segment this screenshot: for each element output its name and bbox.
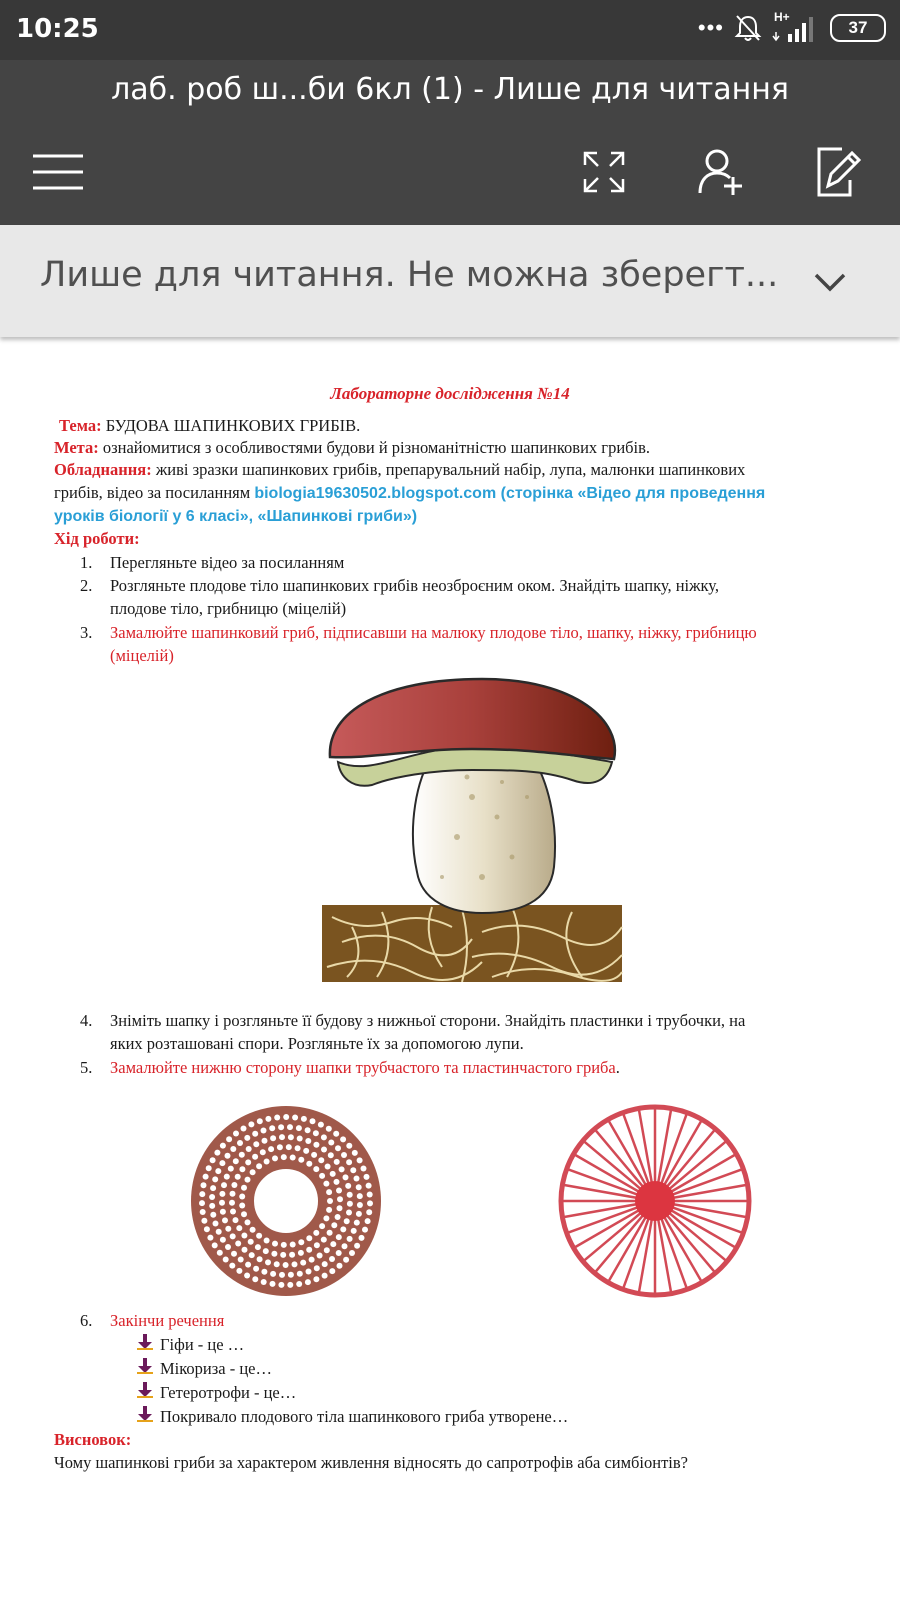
tube-pore bbox=[347, 1236, 353, 1242]
tubular-cap-illustration bbox=[186, 1101, 386, 1301]
tube-pore bbox=[314, 1242, 320, 1248]
tube-pore bbox=[262, 1138, 268, 1144]
tube-pore bbox=[230, 1209, 236, 1215]
tube-pore bbox=[235, 1174, 241, 1180]
expand-icon bbox=[581, 149, 627, 195]
tube-pore bbox=[239, 1152, 245, 1158]
tube-pore bbox=[252, 1154, 258, 1160]
tube-pore bbox=[261, 1279, 267, 1285]
lab-heading: Лабораторне дослідження №14 bbox=[330, 384, 570, 403]
tube-pore bbox=[283, 1114, 289, 1120]
tube-pore bbox=[229, 1200, 235, 1206]
tube-pore bbox=[305, 1279, 311, 1285]
tube-pore bbox=[274, 1115, 280, 1121]
tube-pore bbox=[201, 1218, 207, 1224]
mushroom-illustration bbox=[322, 677, 632, 982]
tube-pore bbox=[281, 1242, 287, 1248]
tube-pore bbox=[219, 1191, 225, 1197]
tube-pore bbox=[357, 1193, 363, 1199]
tube-pore bbox=[367, 1192, 373, 1198]
tube-pore bbox=[200, 1209, 206, 1215]
tube-pore bbox=[289, 1252, 295, 1258]
tube-pore bbox=[336, 1188, 342, 1194]
tube-pore bbox=[238, 1257, 244, 1263]
tube-pore bbox=[279, 1272, 285, 1278]
tube-pore bbox=[325, 1164, 331, 1170]
tube-pore bbox=[286, 1144, 292, 1150]
tube-pore bbox=[331, 1222, 337, 1228]
tube-pore bbox=[248, 1239, 254, 1245]
tube-pore bbox=[204, 1226, 210, 1232]
step-text: Замалюйте шапинковий гриб, підписавши на малюку плодове тіло, шапку, ніжку, грибницю bbox=[110, 623, 757, 642]
tube-pore bbox=[212, 1176, 218, 1182]
tube-pore bbox=[354, 1243, 360, 1249]
tube-pore bbox=[219, 1160, 225, 1166]
tube-pore bbox=[298, 1239, 304, 1245]
tube-pore bbox=[327, 1198, 333, 1204]
tube-pore bbox=[292, 1261, 298, 1267]
tube-pore bbox=[313, 1142, 319, 1148]
tube-pore bbox=[343, 1257, 349, 1263]
tube-pore bbox=[322, 1261, 328, 1267]
tube-pore bbox=[229, 1263, 235, 1269]
tube-pore bbox=[220, 1237, 226, 1243]
tube-pore bbox=[359, 1235, 365, 1241]
tube-pore bbox=[242, 1247, 248, 1253]
status-icons bbox=[698, 12, 886, 44]
tube-pore bbox=[288, 1134, 294, 1140]
tube-pore bbox=[220, 1209, 226, 1215]
tube-pore bbox=[313, 1276, 319, 1282]
signal-icon bbox=[772, 12, 820, 44]
tube-pore bbox=[313, 1130, 319, 1136]
tube-pore bbox=[230, 1233, 236, 1239]
tube-pore bbox=[224, 1174, 230, 1180]
tube-pore bbox=[342, 1243, 348, 1249]
tube-pore bbox=[356, 1184, 362, 1190]
tube-pore bbox=[318, 1157, 324, 1163]
equipment-line-2 bbox=[54, 481, 765, 506]
edit-document-icon bbox=[814, 146, 862, 198]
tube-pore bbox=[334, 1179, 340, 1185]
tube-pore bbox=[253, 1141, 259, 1147]
tube-pore bbox=[246, 1146, 252, 1152]
tube-pore bbox=[367, 1200, 373, 1206]
video-link-continued[interactable]: уроків біології у 6 класі», «Шапинкові гриби») bbox=[54, 508, 418, 525]
more-dots-icon: ••• bbox=[697, 15, 724, 40]
app-bar bbox=[0, 60, 900, 225]
tube-pore bbox=[270, 1135, 276, 1141]
tube-pore bbox=[203, 1174, 209, 1180]
tube-pore bbox=[357, 1157, 363, 1163]
tube-pore bbox=[237, 1140, 243, 1146]
tube-pore bbox=[309, 1257, 315, 1263]
tube-pore bbox=[306, 1269, 312, 1275]
tube-pore bbox=[255, 1244, 261, 1250]
tube-pore bbox=[245, 1159, 251, 1165]
tube-pore bbox=[225, 1153, 231, 1159]
tube-pore bbox=[206, 1165, 212, 1171]
tube-pore bbox=[210, 1157, 216, 1163]
tube-pore bbox=[313, 1166, 319, 1172]
tube-pore bbox=[303, 1148, 309, 1154]
tube-pore bbox=[270, 1271, 276, 1277]
tube-pore bbox=[239, 1203, 245, 1209]
tube-pore bbox=[287, 1124, 293, 1130]
tube-pore bbox=[257, 1256, 263, 1262]
tube-pore bbox=[311, 1152, 317, 1158]
tube-pore bbox=[252, 1131, 258, 1137]
tube-pore bbox=[264, 1159, 270, 1165]
tube-pore bbox=[212, 1242, 218, 1248]
tube-pore bbox=[306, 1161, 312, 1167]
tube-pore bbox=[347, 1192, 353, 1198]
tube-pore bbox=[313, 1230, 319, 1236]
tube-pore bbox=[199, 1191, 205, 1197]
document-page bbox=[0, 340, 900, 1600]
battery-level: 37 bbox=[848, 18, 868, 37]
tube-pore bbox=[322, 1273, 328, 1279]
tube-pore bbox=[365, 1218, 371, 1224]
goal-line bbox=[54, 436, 650, 460]
arrow-bullet-icon bbox=[136, 1333, 154, 1351]
tube-pore bbox=[366, 1209, 372, 1215]
tube-pore bbox=[321, 1237, 327, 1243]
tube-pore bbox=[336, 1234, 342, 1240]
tube-pore bbox=[263, 1248, 269, 1254]
tube-pore bbox=[233, 1217, 239, 1223]
tube-pore bbox=[245, 1177, 251, 1183]
tube-pore bbox=[236, 1268, 242, 1274]
tube-pore bbox=[336, 1250, 342, 1256]
tube-pore bbox=[278, 1124, 284, 1130]
fullscreen-button[interactable] bbox=[574, 142, 634, 202]
tube-pore bbox=[260, 1149, 266, 1155]
tube-pore bbox=[354, 1176, 360, 1182]
step-number: 6. bbox=[80, 1311, 93, 1330]
tube-pore bbox=[214, 1150, 220, 1156]
banner-text: Лише для читання. Не можна зберегт... bbox=[40, 255, 779, 295]
read-only-banner[interactable] bbox=[0, 225, 900, 337]
tube-pore bbox=[300, 1260, 306, 1266]
status-bar bbox=[0, 0, 900, 60]
tube-pore bbox=[323, 1181, 329, 1187]
tube-pore bbox=[319, 1223, 325, 1229]
tube-pore bbox=[256, 1163, 262, 1169]
tube-pore bbox=[244, 1135, 250, 1141]
tube-pore bbox=[217, 1250, 223, 1256]
tube-pore bbox=[326, 1126, 332, 1132]
tube-pore bbox=[357, 1202, 363, 1208]
tube-pore bbox=[341, 1152, 347, 1158]
procedure-label: Хід роботи: bbox=[54, 529, 140, 548]
tube-pore bbox=[288, 1272, 294, 1278]
step-number: 5. bbox=[80, 1058, 93, 1077]
tube-pore bbox=[230, 1146, 236, 1152]
topic-label: Тема: bbox=[59, 416, 102, 435]
step-text: Закінчи речення bbox=[110, 1311, 225, 1330]
tube-pore bbox=[209, 1203, 215, 1209]
arrow-bullet-icon bbox=[136, 1405, 154, 1423]
tube-pore bbox=[351, 1228, 357, 1234]
tube-pore bbox=[326, 1189, 332, 1195]
step-text: Зніміть шапку і розгляньте її будову з нижньої сторони. Знайдіть пластинки і трубочки, на bbox=[110, 1011, 746, 1030]
tube-pore bbox=[233, 1131, 239, 1137]
tube-pore bbox=[231, 1251, 237, 1257]
video-link[interactable]: biologia19630502.blogspot.com (сторінка «Відео для проведення bbox=[254, 485, 766, 502]
tube-pore bbox=[366, 1183, 372, 1189]
hamburger-icon bbox=[31, 152, 85, 192]
tube-pore bbox=[335, 1145, 341, 1151]
bell-muted-icon bbox=[734, 13, 762, 43]
tube-pore bbox=[235, 1241, 241, 1247]
battery-icon bbox=[830, 14, 886, 42]
tube-pore bbox=[281, 1154, 287, 1160]
tube-pore bbox=[252, 1276, 258, 1282]
tube-pore bbox=[297, 1271, 303, 1277]
step-text: Розгляньте плодове тіло шапинкових грибів неозброєним оком. Знайдіть шапку, ніжку, bbox=[110, 576, 720, 595]
conclusion-label: Висновок: bbox=[54, 1430, 132, 1449]
tube-pore bbox=[222, 1217, 228, 1223]
tube-pore bbox=[221, 1182, 227, 1188]
tube-pore bbox=[301, 1116, 307, 1122]
step-text: Перегляньте відео за посиланням bbox=[110, 553, 345, 572]
tube-pore bbox=[314, 1265, 320, 1271]
tube-pore bbox=[330, 1171, 336, 1177]
tube-pore bbox=[226, 1136, 232, 1142]
edit-button[interactable] bbox=[808, 142, 868, 202]
tube-pore bbox=[209, 1194, 215, 1200]
tube-pore bbox=[280, 1252, 286, 1258]
tube-pore bbox=[257, 1118, 263, 1124]
equipment-line bbox=[54, 458, 745, 482]
tube-pore bbox=[295, 1145, 301, 1151]
share-button[interactable] bbox=[692, 142, 752, 202]
tube-pore bbox=[317, 1253, 323, 1259]
tube-pore bbox=[343, 1174, 349, 1180]
sentence-item: Гіфи - це … bbox=[160, 1335, 245, 1354]
tube-pore bbox=[230, 1191, 236, 1197]
tube-pore bbox=[231, 1182, 237, 1188]
tube-pore bbox=[290, 1155, 296, 1161]
tube-pore bbox=[272, 1241, 278, 1247]
tube-pore bbox=[241, 1126, 247, 1132]
tube-pore bbox=[245, 1219, 251, 1225]
tube-pore bbox=[306, 1247, 312, 1253]
tube-pore bbox=[265, 1259, 271, 1265]
tube-pore bbox=[326, 1207, 332, 1213]
tube-pore bbox=[268, 1146, 274, 1152]
tube-pore bbox=[296, 1125, 302, 1131]
tube-pore bbox=[349, 1250, 355, 1256]
step-text-continued: плодове тіло, грибницю (міцелій) bbox=[110, 599, 347, 618]
tube-pore bbox=[270, 1281, 276, 1287]
tube-pore bbox=[305, 1138, 311, 1144]
tube-pore bbox=[236, 1225, 242, 1231]
tube-pore bbox=[346, 1159, 352, 1165]
tube-pore bbox=[279, 1134, 285, 1140]
tube-pore bbox=[213, 1221, 219, 1227]
tube-pore bbox=[245, 1262, 251, 1268]
tube-pore bbox=[346, 1143, 352, 1149]
menu-button[interactable] bbox=[28, 142, 88, 202]
tube-pore bbox=[261, 1269, 267, 1275]
tube-pore bbox=[319, 1173, 325, 1179]
tube-pore bbox=[241, 1233, 247, 1239]
step-text-continued: (міцелій) bbox=[110, 646, 174, 665]
tube-pore bbox=[250, 1227, 256, 1233]
tube-pore bbox=[321, 1134, 327, 1140]
gilled-cap-illustration bbox=[555, 1101, 755, 1301]
tube-pore bbox=[271, 1251, 277, 1257]
equipment-label: Обладнання: bbox=[54, 460, 152, 479]
tube-pore bbox=[330, 1241, 336, 1247]
tube-pore bbox=[356, 1211, 362, 1217]
sentence-item: Мікориза - це… bbox=[160, 1359, 273, 1378]
tube-pore bbox=[310, 1118, 316, 1124]
tube-pore bbox=[324, 1247, 330, 1253]
step-period: . bbox=[615, 1058, 620, 1077]
tube-pore bbox=[292, 1115, 298, 1121]
tube-pore bbox=[361, 1166, 367, 1172]
tube-pore bbox=[250, 1169, 256, 1175]
tube-pore bbox=[328, 1140, 334, 1146]
tube-pore bbox=[256, 1233, 262, 1239]
tube-pore bbox=[287, 1282, 293, 1288]
tube-pore bbox=[248, 1121, 254, 1127]
tube-pore bbox=[306, 1235, 312, 1241]
tube-pore bbox=[215, 1168, 221, 1174]
tube-pore bbox=[333, 1131, 339, 1137]
tube-pore bbox=[328, 1152, 334, 1158]
arrow-bullet-icon bbox=[136, 1381, 154, 1399]
tube-pore bbox=[223, 1257, 229, 1263]
step-number: 2. bbox=[80, 576, 93, 595]
tube-pore bbox=[244, 1273, 250, 1279]
tube-pore bbox=[225, 1244, 231, 1250]
tube-pore bbox=[337, 1196, 343, 1202]
topic-line bbox=[59, 414, 360, 438]
tube-pore bbox=[272, 1155, 278, 1161]
conclusion-question: Чому шапинкові гриби за характером живлення відносять до сапротрофів аба симбіонтів? bbox=[54, 1453, 689, 1472]
tube-pore bbox=[362, 1227, 368, 1233]
tube-pore bbox=[354, 1220, 360, 1226]
tube-pore bbox=[329, 1268, 335, 1274]
tube-pore bbox=[216, 1229, 222, 1235]
equipment-text-2: грибів, відео за посиланням bbox=[54, 483, 251, 502]
tube-pore bbox=[340, 1226, 346, 1232]
document-title: лаб. роб ш...би 6кл (1) - Лише для читання bbox=[111, 72, 789, 107]
status-time: 10:25 bbox=[16, 14, 99, 44]
tube-pore bbox=[290, 1242, 296, 1248]
chevron-down-icon[interactable] bbox=[808, 259, 852, 303]
tube-pore bbox=[346, 1210, 352, 1216]
tube-pore bbox=[283, 1262, 289, 1268]
tube-pore bbox=[269, 1125, 275, 1131]
tube-pore bbox=[210, 1185, 216, 1191]
tube-pore bbox=[364, 1174, 370, 1180]
tube-pore bbox=[241, 1211, 247, 1217]
tube-pore bbox=[261, 1128, 267, 1134]
step-number: 1. bbox=[80, 553, 93, 572]
tube-pore bbox=[321, 1147, 327, 1153]
step-text: Замалюйте нижню сторону шапки трубчастого та пластинчастого гриба bbox=[110, 1058, 616, 1077]
add-person-icon bbox=[697, 147, 747, 197]
tube-pore bbox=[278, 1282, 284, 1288]
arrow-bullet-icon bbox=[136, 1357, 154, 1375]
tube-pore bbox=[344, 1218, 350, 1224]
goal-label: Мета: bbox=[54, 438, 99, 457]
tube-pore bbox=[239, 1166, 245, 1172]
tube-pore bbox=[323, 1215, 329, 1221]
tube-pore bbox=[327, 1230, 333, 1236]
tube-pore bbox=[298, 1250, 304, 1256]
topic-value: БУДОВА ШАПИНКОВИХ ГРИБІВ. bbox=[105, 416, 361, 435]
tube-pore bbox=[220, 1143, 226, 1149]
sentence-item: Покривало плодового тіла шапинкового гриба утворене… bbox=[160, 1407, 569, 1426]
tube-pore bbox=[318, 1122, 324, 1128]
signal-indicator bbox=[772, 12, 820, 44]
tube-pore bbox=[249, 1252, 255, 1258]
tube-pore bbox=[305, 1127, 311, 1133]
tube-pore bbox=[253, 1266, 259, 1272]
tube-pore bbox=[201, 1182, 207, 1188]
tube-pore bbox=[337, 1263, 343, 1269]
tube-pore bbox=[334, 1159, 340, 1165]
tube-pore bbox=[241, 1185, 247, 1191]
goal-value: ознайомитися з особливостями будови й різноманітністю шапинкових грибів. bbox=[102, 438, 651, 457]
step-text-continued: яких розташовані спори. Розгляньте їх за допомогою лупи. bbox=[110, 1034, 524, 1053]
tube-pore bbox=[219, 1200, 225, 1206]
equipment-text-1: живі зразки шапинкових грибів, препарувальний набір, лупа, малюнки шапинкових bbox=[155, 460, 746, 479]
tube-pore bbox=[345, 1183, 351, 1189]
tube-pore bbox=[207, 1235, 213, 1241]
sentence-item: Гетеротрофи - це… bbox=[160, 1383, 297, 1402]
tube-pore bbox=[340, 1136, 346, 1142]
step-number: 3. bbox=[80, 623, 93, 642]
tube-pore bbox=[352, 1150, 358, 1156]
tube-pore bbox=[225, 1226, 231, 1232]
tube-pore bbox=[264, 1238, 270, 1244]
tube-pore bbox=[335, 1214, 341, 1220]
tube-pore bbox=[297, 1136, 303, 1142]
tube-pore bbox=[298, 1157, 304, 1163]
tube-pore bbox=[265, 1116, 271, 1122]
tube-pore bbox=[274, 1261, 280, 1267]
tube-pore bbox=[350, 1167, 356, 1173]
step-number: 4. bbox=[80, 1011, 93, 1030]
tube-pore bbox=[296, 1281, 302, 1287]
tube-pore bbox=[199, 1200, 205, 1206]
tube-pore bbox=[329, 1256, 335, 1262]
tube-pore bbox=[339, 1166, 345, 1172]
tube-pore bbox=[233, 1158, 239, 1164]
tube-pore bbox=[347, 1201, 353, 1207]
step-text-wrapper bbox=[110, 1056, 620, 1080]
tube-pore bbox=[210, 1212, 216, 1218]
tube-pore bbox=[277, 1144, 283, 1150]
network-type: H+ bbox=[774, 10, 790, 24]
tube-pore bbox=[337, 1205, 343, 1211]
tube-pore bbox=[239, 1194, 245, 1200]
tube-pore bbox=[228, 1166, 234, 1172]
